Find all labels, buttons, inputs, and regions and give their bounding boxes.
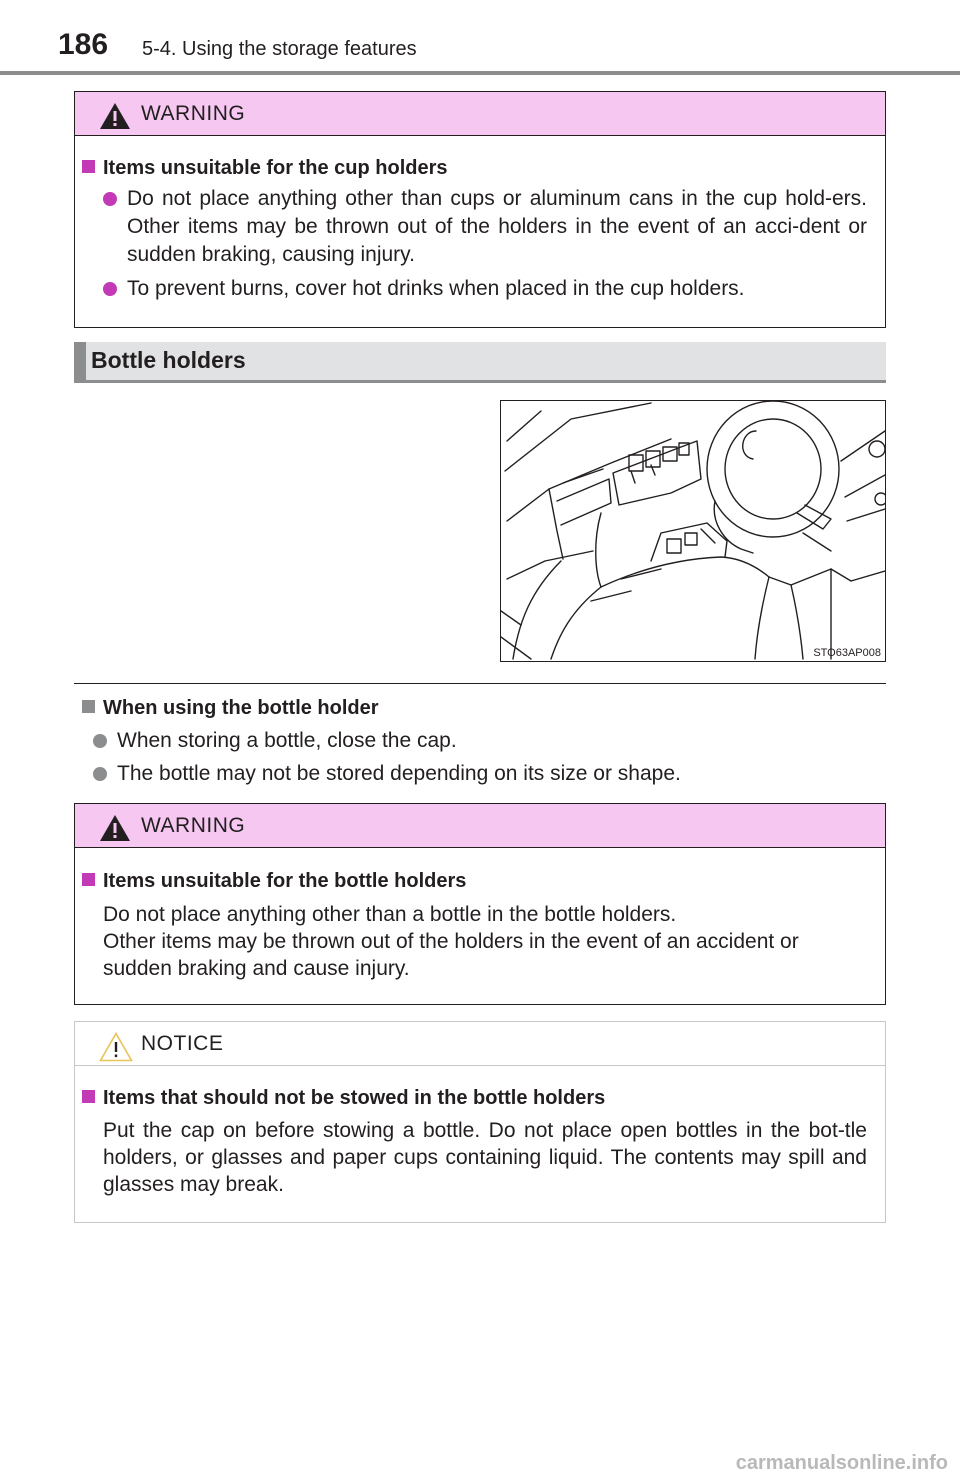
header-rule: [0, 71, 960, 75]
usage-heading-text: When using the bottle holder: [103, 697, 379, 719]
notice-triangle-icon: [99, 1032, 133, 1062]
warning-heading: [82, 157, 448, 180]
bullet-dot-icon: [103, 192, 117, 206]
section-divider: [74, 683, 886, 684]
list-item: [127, 275, 867, 303]
warning-text-line: Other items may be thrown out of the holders in the event of an accident or sudden braking and cause injury.: [103, 930, 799, 980]
list-item-text: To prevent burns, cover hot drinks when placed in the cup holders.: [127, 277, 745, 300]
square-bullet-icon: [82, 160, 95, 173]
section-bar-accent: [74, 342, 86, 383]
section-heading-bar: [74, 342, 886, 383]
warning-triangle-icon: [99, 814, 131, 842]
warning-label: WARNING: [141, 814, 246, 837]
list-item: [117, 727, 877, 755]
notice-heading: [82, 1087, 605, 1110]
warning-text-line: Do not place anything other than a bottle in the bottle holders.: [103, 903, 677, 926]
usage-heading: [82, 697, 379, 720]
square-bullet-icon: [82, 873, 95, 886]
list-item: [117, 760, 877, 788]
notice-header: [75, 1022, 885, 1066]
square-bullet-icon: [82, 700, 95, 713]
warning-triangle-icon: [99, 102, 131, 130]
figure-code: STO63AP008: [813, 647, 881, 659]
square-bullet-icon: [82, 1090, 95, 1103]
warning-heading-text: Items unsuitable for the bottle holders: [103, 870, 467, 892]
notice-text: Put the cap on before stowing a bottle. Do not place open bottles in the bot-tle holders, or glasses and paper cups containing liquid. The contents may spill and glasses may break.: [103, 1119, 867, 1196]
list-item-text: When storing a bottle, close the cap.: [117, 729, 457, 752]
bullet-dot-icon: [103, 282, 117, 296]
list-item-text: Do not place anything other than cups or aluminum cans in the cup hold-ers. Other items may be thrown out of the holders in the event of an acci-dent or sudden braking, causing injury.: [127, 187, 867, 266]
notice-heading-text: Items that should not be stowed in the bottle holders: [103, 1087, 606, 1109]
warning-heading: [82, 870, 466, 893]
notice-label: NOTICE: [141, 1032, 224, 1055]
bottle-holder-illustration: [500, 400, 886, 662]
list-item: [127, 185, 867, 269]
warning-heading-text: Items unsuitable for the cup holders: [103, 157, 448, 179]
watermark: carmanualsonline.info: [735, 1452, 948, 1474]
warning-header: [75, 92, 885, 136]
list-item-text: The bottle may not be stored depending on its size or shape.: [117, 762, 681, 785]
car-interior-drawing: [501, 401, 885, 661]
section-title: 5-4. Using the storage features: [142, 38, 417, 60]
warning-label: WARNING: [141, 102, 246, 125]
section-heading: Bottle holders: [91, 347, 246, 373]
bullet-dot-icon: [93, 767, 107, 781]
page-number: 186: [58, 28, 109, 61]
bullet-dot-icon: [93, 734, 107, 748]
warning-header: [75, 804, 885, 848]
